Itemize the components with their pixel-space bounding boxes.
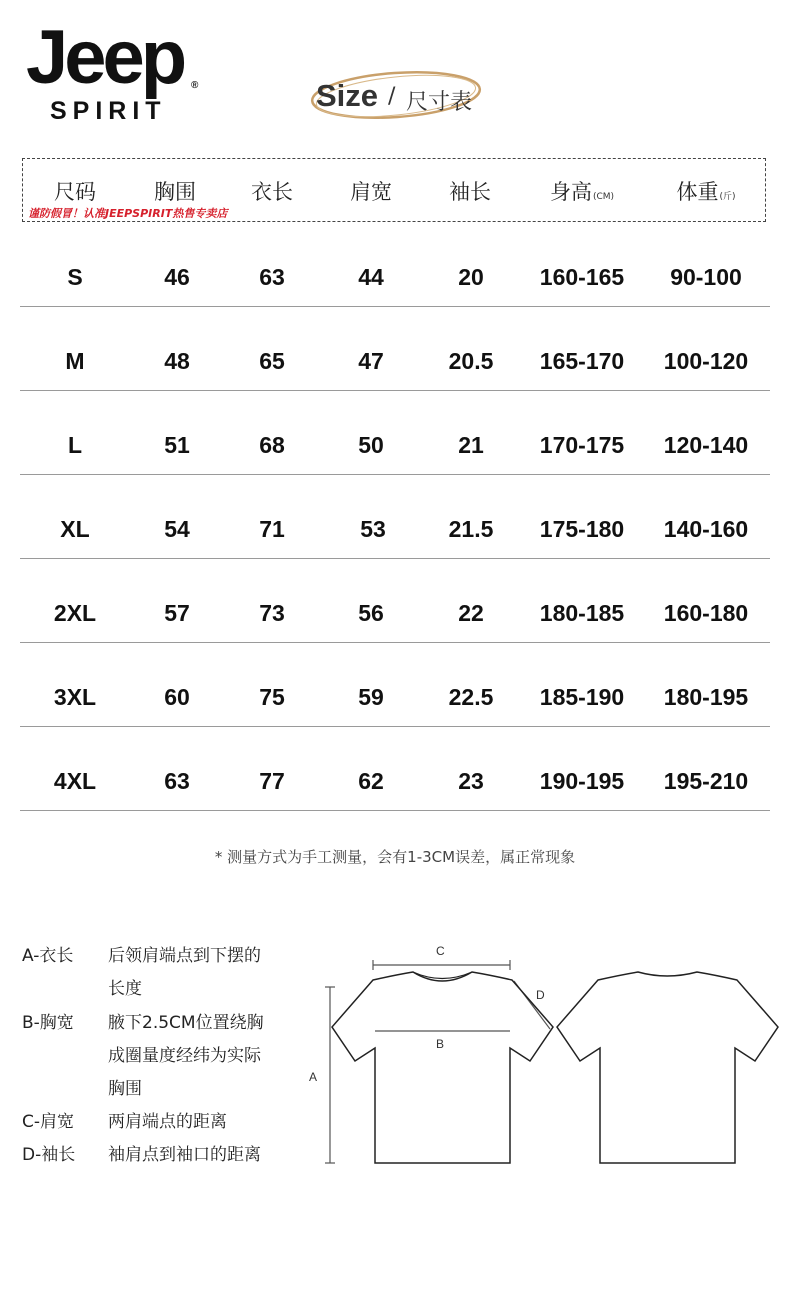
cell-shoulder: 59 bbox=[358, 684, 384, 710]
table-row bbox=[0, 320, 790, 404]
cell-height: 170-175 bbox=[539, 432, 625, 458]
cell-size: S bbox=[67, 264, 83, 290]
measure-a-arrow bbox=[309, 987, 335, 1163]
cell-shoulder: 44 bbox=[358, 264, 384, 290]
cell-shoulder: 62 bbox=[358, 768, 384, 794]
anti-counterfeit-watermark: 谨防假冒！认准JEEPSPIRIT热售专卖店 bbox=[28, 207, 228, 220]
cell-chest: 63 bbox=[164, 768, 190, 794]
legend-key-d: D-袖长 bbox=[22, 1145, 76, 1165]
header-chest: 胸围 bbox=[154, 180, 196, 204]
cell-length: 75 bbox=[259, 684, 285, 710]
cell-size: 4XL bbox=[53, 768, 97, 794]
cell-height: 185-190 bbox=[539, 684, 625, 710]
row-divider bbox=[20, 390, 770, 391]
size-title-slash: / bbox=[388, 84, 396, 109]
tshirt-diagram bbox=[300, 935, 780, 1175]
cell-sleeve: 22 bbox=[458, 600, 484, 626]
table-row bbox=[0, 404, 790, 488]
row-divider bbox=[20, 306, 770, 307]
legend-key-b: B-胸宽 bbox=[22, 1013, 74, 1033]
table-row bbox=[0, 656, 790, 740]
table-row bbox=[0, 740, 790, 824]
cell-chest: 48 bbox=[164, 348, 190, 374]
table-row bbox=[0, 236, 790, 320]
table-row bbox=[0, 488, 790, 572]
header-height: 身高(CM) bbox=[549, 180, 615, 204]
tshirt-front-collar bbox=[413, 972, 472, 979]
tshirt-front-outline bbox=[332, 972, 553, 1163]
cell-weight: 100-120 bbox=[663, 348, 749, 374]
legend-desc-b-line3: 胸围 bbox=[108, 1079, 142, 1099]
size-title-en: Size bbox=[316, 78, 379, 113]
cell-weight: 195-210 bbox=[663, 768, 749, 794]
cell-weight: 90-100 bbox=[670, 264, 742, 290]
label-a: A bbox=[309, 1070, 318, 1084]
cell-length: 63 bbox=[259, 264, 285, 290]
legend-key-a: A-衣长 bbox=[22, 946, 74, 966]
cell-weight: 180-195 bbox=[663, 684, 749, 710]
label-b: B bbox=[436, 1037, 445, 1051]
label-c: C bbox=[436, 944, 445, 958]
header-sleeve: 袖长 bbox=[449, 180, 491, 204]
registered-mark: ® bbox=[191, 80, 199, 91]
cell-weight: 120-140 bbox=[663, 432, 749, 458]
legend-desc-a-line2: 长度 bbox=[108, 979, 142, 999]
cell-size: L bbox=[67, 432, 83, 458]
measure-c-arrow bbox=[373, 944, 510, 970]
header-height-unit: (CM) bbox=[592, 192, 615, 202]
brand-logo: Jeep bbox=[26, 15, 184, 100]
header-length: 衣长 bbox=[251, 180, 293, 204]
cell-length: 68 bbox=[259, 432, 285, 458]
row-divider bbox=[20, 558, 770, 559]
row-divider bbox=[20, 642, 770, 643]
cell-length: 73 bbox=[259, 600, 285, 626]
legend-desc-b-line1: 腋下2.5CM位置绕胸 bbox=[108, 1013, 264, 1033]
cell-chest: 57 bbox=[164, 600, 190, 626]
cell-chest: 46 bbox=[164, 264, 190, 290]
cell-chest: 51 bbox=[164, 432, 190, 458]
cell-weight: 140-160 bbox=[663, 516, 749, 542]
cell-height: 180-185 bbox=[539, 600, 625, 626]
label-d: D bbox=[536, 988, 545, 1002]
cell-height: 165-170 bbox=[539, 348, 625, 374]
measurement-note: * 测量方式为手工测量，会有1-3CM误差，属正常现象 bbox=[214, 848, 576, 866]
cell-shoulder: 53 bbox=[360, 516, 386, 542]
cell-sleeve: 20 bbox=[458, 264, 484, 290]
header-shoulder: 肩宽 bbox=[350, 180, 392, 204]
cell-sleeve: 23 bbox=[458, 768, 484, 794]
cell-chest: 60 bbox=[164, 684, 190, 710]
size-title-cn: 尺寸表 bbox=[406, 90, 473, 115]
header-size: 尺码 bbox=[54, 180, 96, 204]
legend-key-c: C-肩宽 bbox=[22, 1112, 75, 1132]
measure-b-arrow bbox=[375, 1031, 510, 1051]
cell-weight: 160-180 bbox=[663, 600, 749, 626]
cell-shoulder: 56 bbox=[358, 600, 384, 626]
cell-size: M bbox=[65, 348, 85, 374]
cell-length: 77 bbox=[259, 768, 285, 794]
cell-chest: 54 bbox=[164, 516, 190, 542]
cell-size: 2XL bbox=[53, 600, 97, 626]
header-weight-unit: (斤) bbox=[719, 192, 736, 202]
brand-sub: SPIRIT bbox=[50, 97, 167, 125]
row-divider bbox=[20, 474, 770, 475]
row-divider bbox=[20, 726, 770, 727]
legend-desc-c: 两肩端点的距离 bbox=[108, 1112, 227, 1132]
row-divider bbox=[20, 810, 770, 811]
cell-sleeve: 21.5 bbox=[448, 516, 494, 542]
header-weight: 体重(斤) bbox=[676, 180, 736, 204]
legend-desc-d: 袖肩点到袖口的距离 bbox=[108, 1145, 261, 1165]
cell-size: XL bbox=[60, 516, 90, 542]
cell-height: 160-165 bbox=[539, 264, 625, 290]
table-row bbox=[0, 572, 790, 656]
cell-sleeve: 20.5 bbox=[448, 348, 494, 374]
cell-height: 190-195 bbox=[539, 768, 625, 794]
cell-sleeve: 21 bbox=[458, 432, 484, 458]
cell-shoulder: 47 bbox=[358, 348, 384, 374]
cell-shoulder: 50 bbox=[358, 432, 384, 458]
cell-size: 3XL bbox=[53, 684, 97, 710]
legend-desc-b-line2: 成圈量度经纬为实际 bbox=[108, 1046, 261, 1066]
cell-length: 71 bbox=[259, 516, 285, 542]
legend-desc-a-line1: 后领肩端点到下摆的 bbox=[108, 946, 261, 966]
cell-sleeve: 22.5 bbox=[448, 684, 494, 710]
cell-length: 65 bbox=[259, 348, 285, 374]
cell-height: 175-180 bbox=[539, 516, 625, 542]
tshirt-back-outline bbox=[557, 972, 778, 1163]
